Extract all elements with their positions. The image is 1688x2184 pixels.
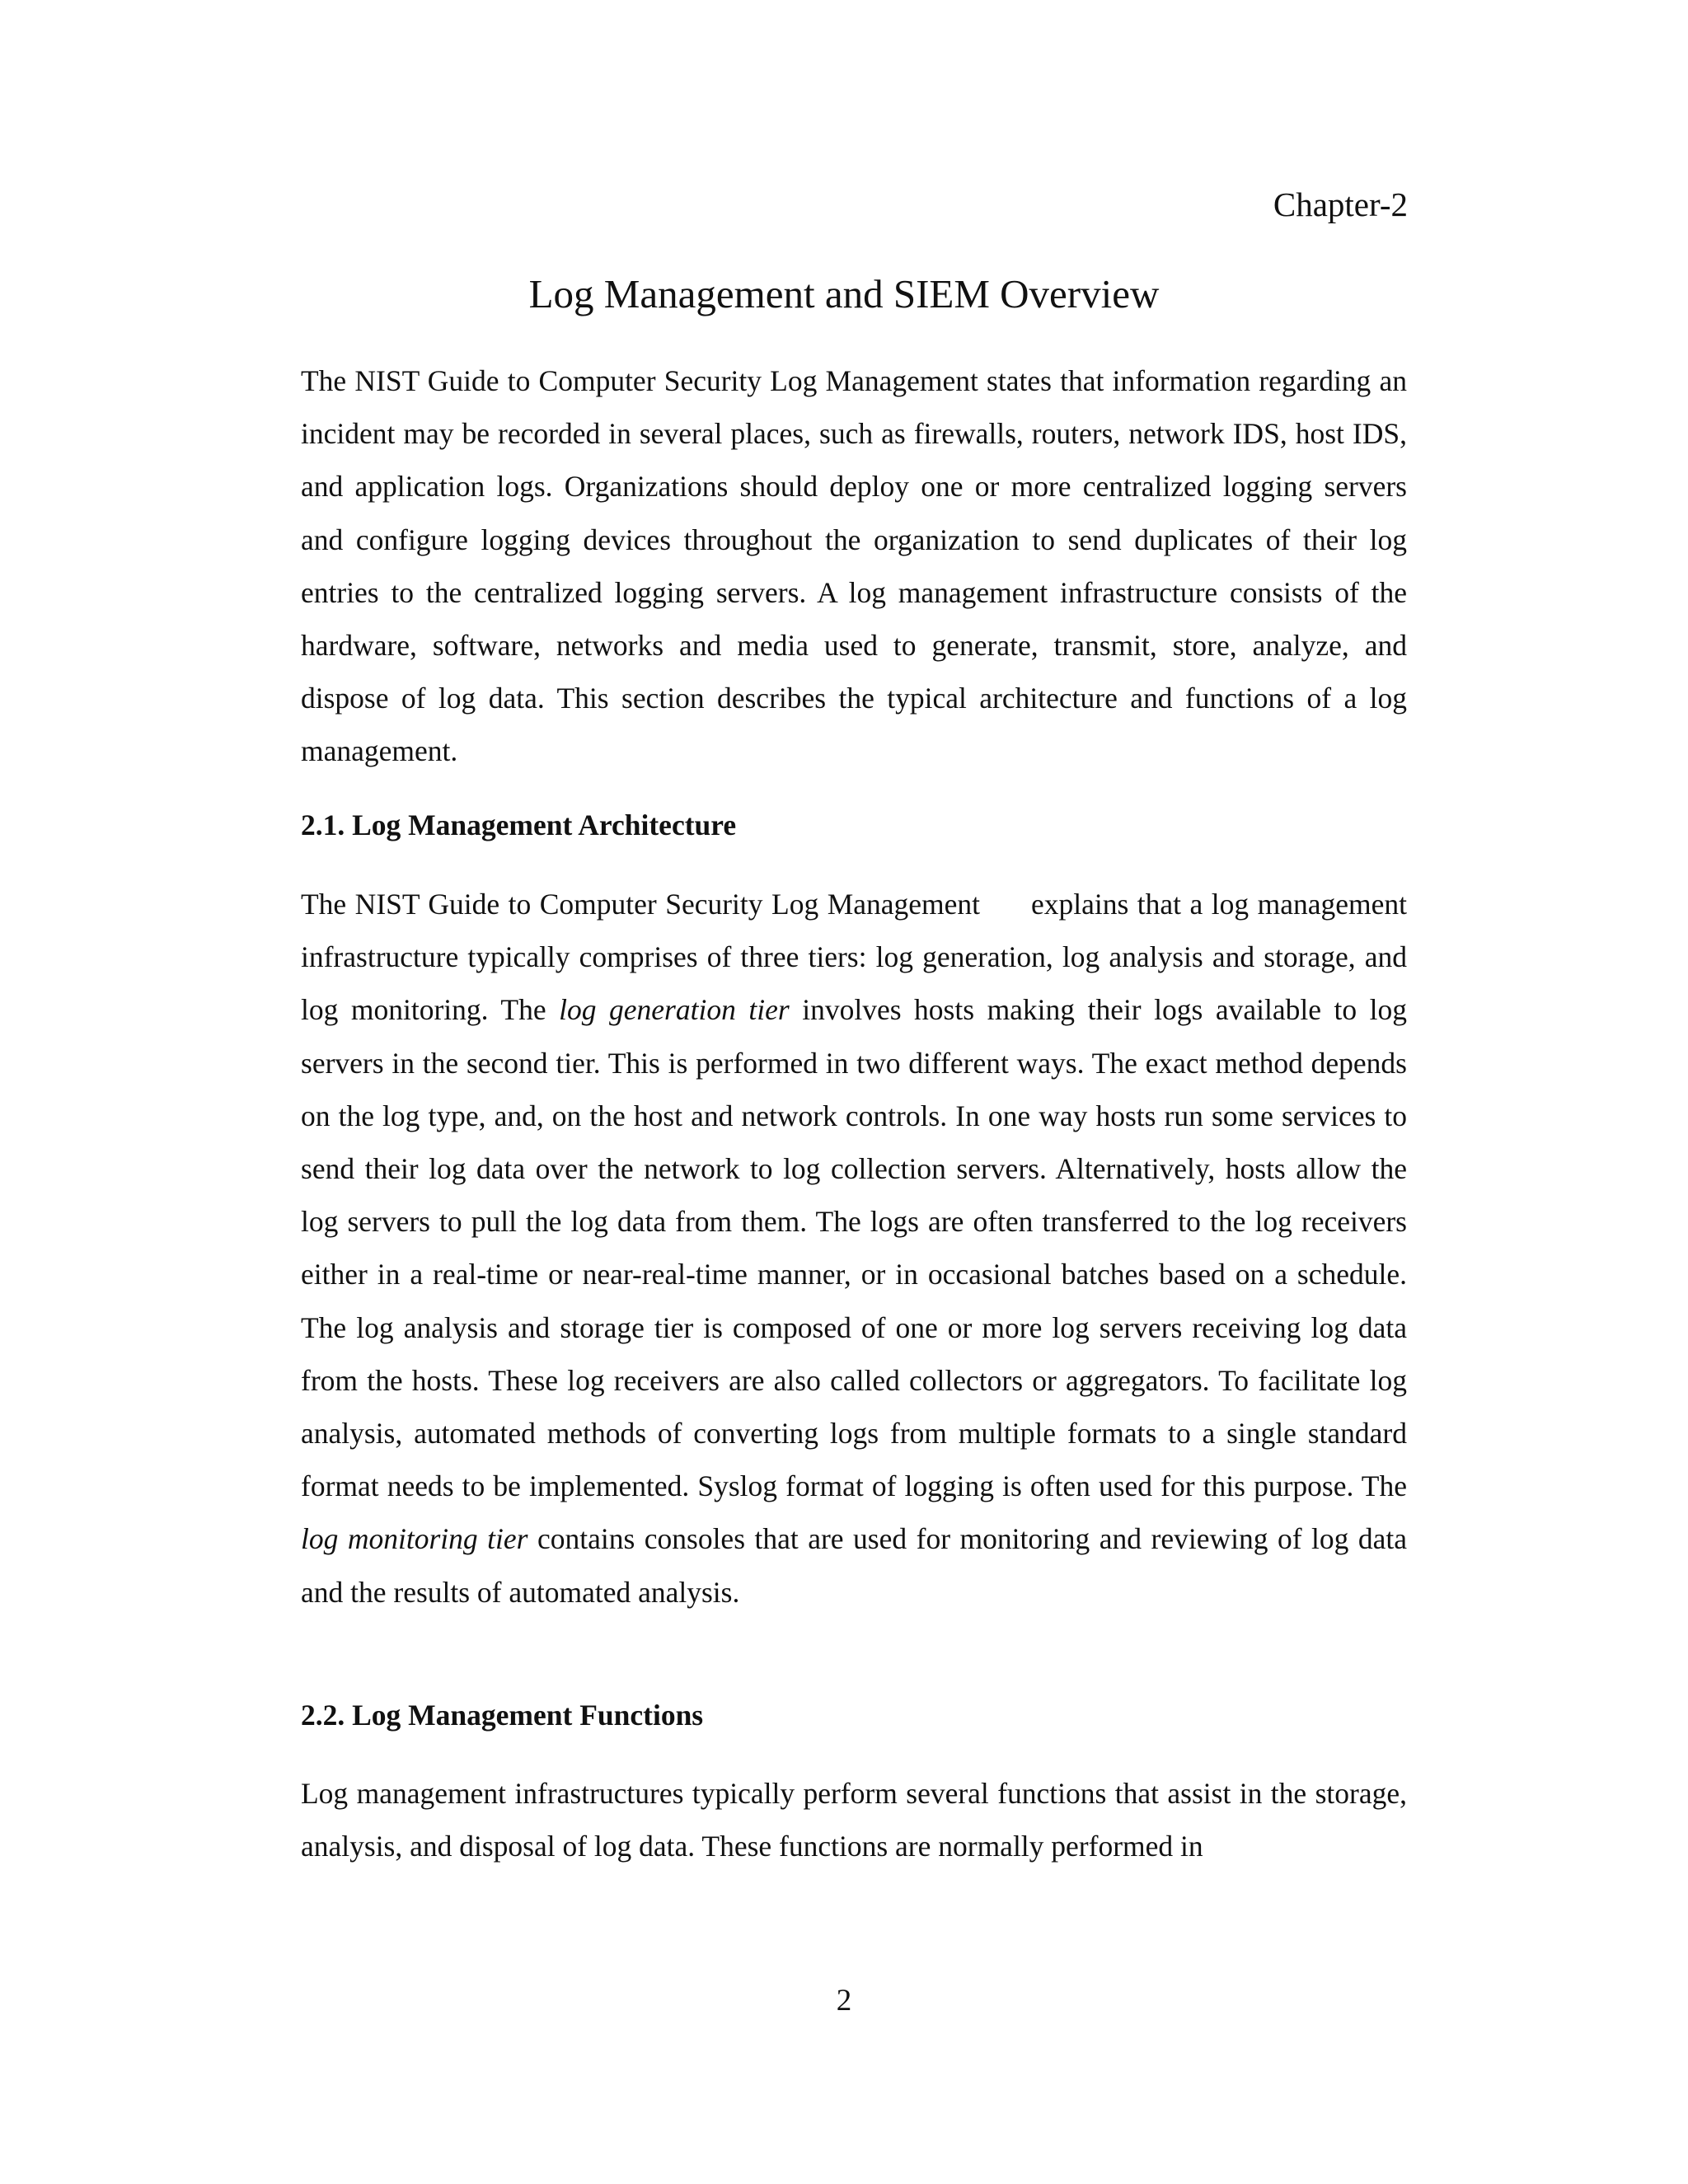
section-heading-architecture: 2.1. Log Management Architecture <box>301 808 737 841</box>
architecture-text-d: contains consoles that are used for monitoring and reviewing of log data and the results of automated analysis. <box>301 1522 1408 1609</box>
log-monitoring-tier-term: log monitoring tier <box>301 1522 528 1556</box>
architecture-text-b: explains that a log management infrastructure typically comprises of three tiers: log generation, log analysis and storage, and log monitoring. The <box>301 888 1407 1027</box>
log-generation-tier-term: log generation tier <box>559 993 790 1027</box>
architecture-text-c: involves hosts making their logs available to log servers in the second tier. This is performed in two different ways. The exact method depends on the log type, and, on the host and network controls. In one way hosts run some services to send their log data over the network to log collection servers. Alternatively, hosts allow the log servers to pull the log data from them. The logs are often transferred to the log receivers either in a real-time or near-real-time manner, or in occasional batches based on a schedule. The log analysis and storage tier is composed of one or more log servers receiving log data from the hosts. These log receivers are also called collectors or aggregators. To facilitate log analysis, automated methods of converting logs from multiple formats to a single standard format needs to be implemented. Syslog format of logging is often used for this purpose. The <box>301 993 1408 1503</box>
architecture-text-a: The NIST Guide to Computer Security Log Management <box>301 888 981 921</box>
intro-paragraph: The NIST Guide to Computer Security Log Management states that information regarding an incident may be recorded in several places, such as firewalls, routers, network IDS, host IDS, and application logs. Organizations should deploy one or more centralized logging servers and configure logging devices throughout the organization to send duplicates of their log entries to the centralized logging servers. A log management infrastructure consists of the hardware, software, networks and media used to generate, transmit, store, analyze, and dispose of log data. This section describes the typical architecture and functions of a log management. <box>301 364 1407 768</box>
section-heading-functions: 2.2. Log Management Functions <box>301 1699 704 1732</box>
page-number: 2 <box>836 1984 852 2018</box>
architecture-paragraph <box>301 878 1407 1619</box>
chapter-label: Chapter-2 <box>1273 185 1408 223</box>
functions-paragraph: Log management infrastructures typically perform several functions that assist in the storage, analysis, and disposal of log data. These functions are normally performed in <box>301 1777 1407 1863</box>
page-title: Log Management and SIEM Overview <box>528 271 1160 316</box>
